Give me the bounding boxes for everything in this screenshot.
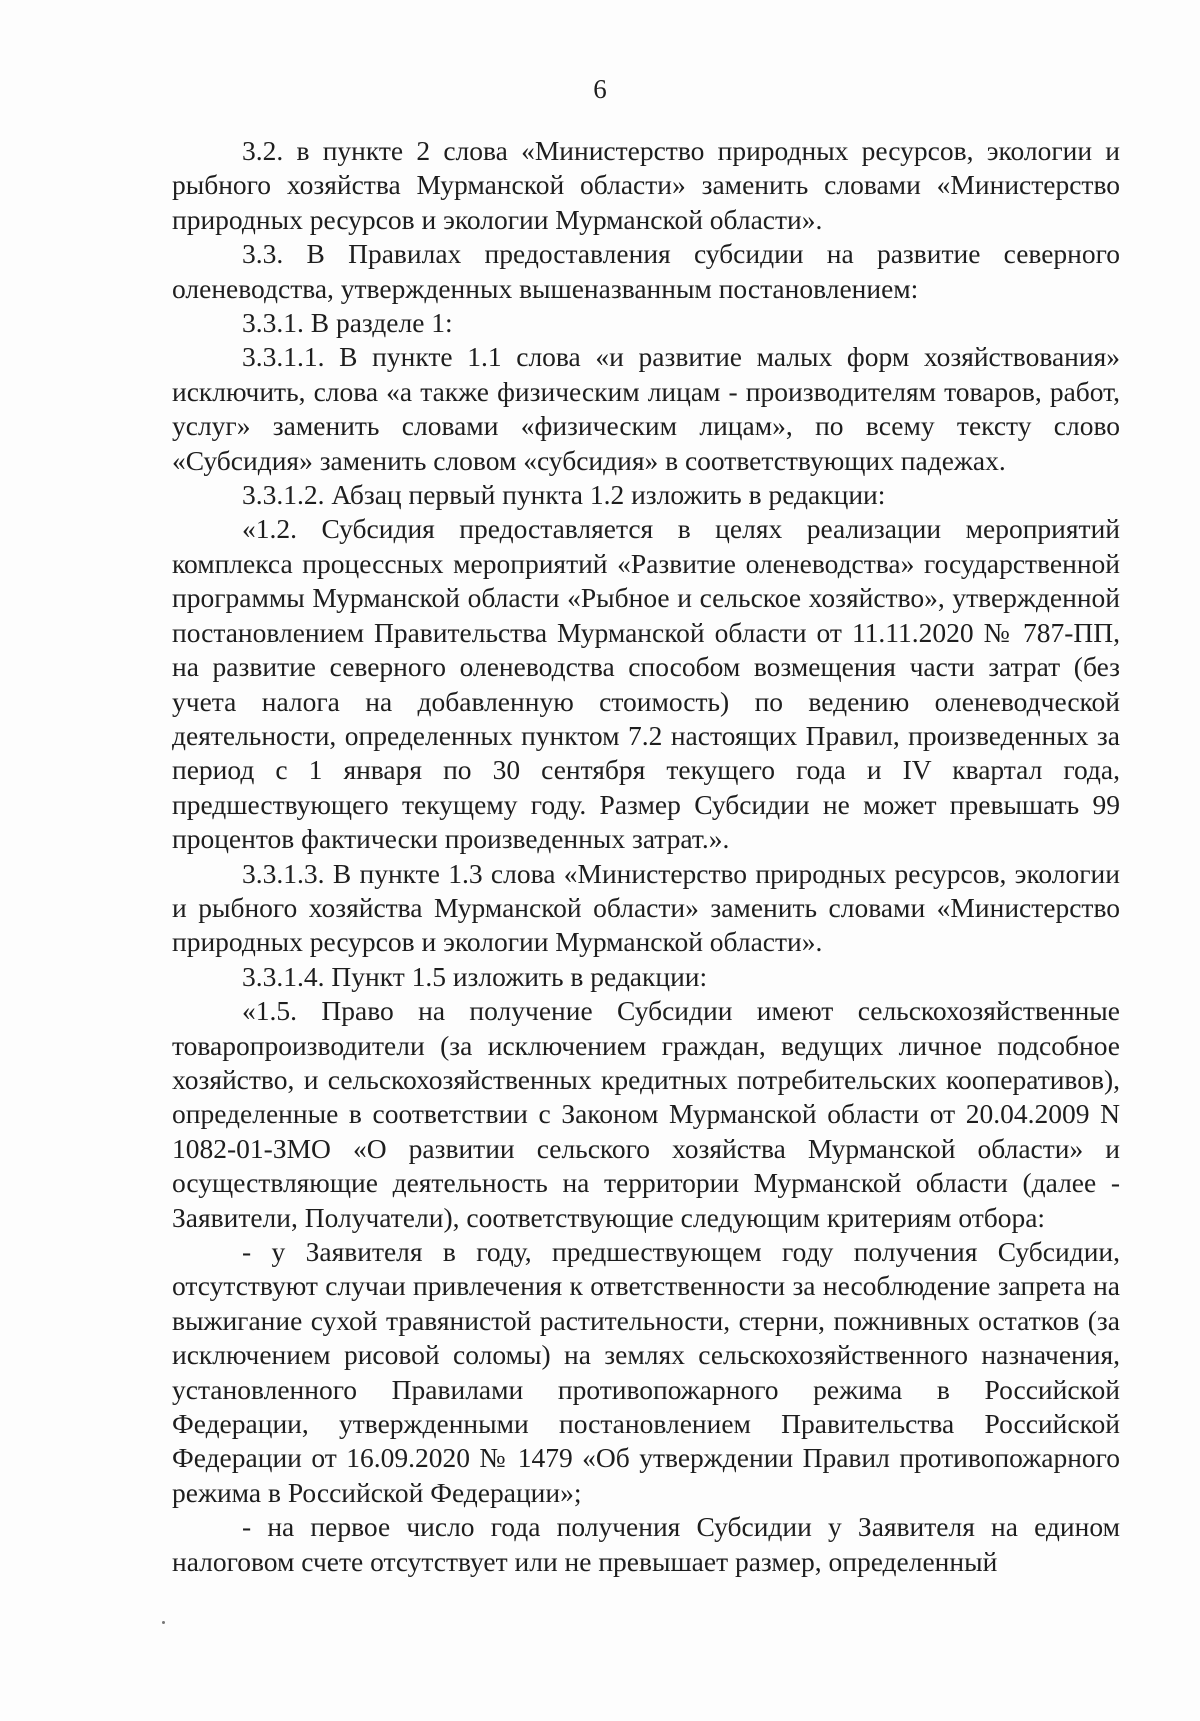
paragraph-3-3-1-3: 3.3.1.3. В пункте 1.3 слова «Министерство природных ресурсов, экологии и рыбного хозяйства Мурманской области» заменить словами «Министерство природных ресурсов и экологии Мурманской области».: [172, 857, 1120, 958]
paragraph-criterion-1: - у Заявителя в году, предшествующем году получения Субсидии, отсутствуют случаи привлечения к ответственности за несоблюдение запрета на выжигание сухой травянистой растительности, стерни, пожнивных остатков (за исключением рисовой соломы) на землях сельскохозяйственного назначения, установленного Правилами противопожарного режима в Российской Федерации, утвержденными постановлением Правительства Российской Федерации от 16.09.2020 № 1479 «Об утверждении Правил противопожарного режима в Российской Федерации»;: [172, 1236, 1120, 1508]
paragraph-quote-1-5: «1.5. Право на получение Субсидии имеют сельскохозяйственные товаропроизводители (за исключением граждан, ведущих личное подсобное хозяйство, и сельскохозяйственных кредитных потребительских кооперативов), определенные в соответствии с Законом Мурманской области от 20.04.2009 N 1082-01-ЗМО «О развитии сельского хозяйства Мурманской области» и осуществляющие деятельность на территории Мурманской области (далее - Заявители, Получатели), соответствующие следующим критериям отбора:: [172, 995, 1120, 1233]
paragraph-3-2: 3.2. в пункте 2 слова «Министерство природных ресурсов, экологии и рыбного хозяйства Мурманской области» заменить словами «Министерство природных ресурсов и экологии Мурманской области».: [172, 135, 1120, 235]
paragraph-criterion-2: - на первое число года получения Субсидии у Заявителя на едином налоговом счете отсутствует или не превышает размер, определенный: [172, 1511, 1120, 1577]
paragraph-3-3-1-2: 3.3.1.2. Абзац первый пункта 1.2 изложить в редакции:: [242, 479, 886, 511]
paragraph-quote-1-2: «1.2. Субсидия предоставляется в целях реализации мероприятий комплекса процессных мероприятий «Развитие оленеводства» государственной программы Мурманской области «Рыбное и сельское хозяйство», утвержденной постановлением Правительства Мурманской области от 11.11.2020 № 787-ПП, на развитие северного оленеводства способом возмещения части затрат (без учета налога на добавленную стоимость) по ведению оленеводческой деятельности, определенных пунктом 7.2 настоящих Правил, произведенных за период с 1 января по 30 сентября текущего года и IV квартал года, предшествующего текущему году. Размер Субсидии не может превышать 99 процентов фактически произведенных затрат.».: [172, 513, 1120, 855]
page-number: 6: [593, 74, 607, 104]
paragraph-3-3: 3.3. В Правилах предоставления субсидии на развитие северного оленеводства, утвержденных вышеназванным постановлением:: [172, 238, 1120, 304]
paragraph-3-3-1-1: 3.3.1.1. В пункте 1.1 слова «и развитие малых форм хозяйствования» исключить, слова «а также физическим лицам - производителям товаров, работ, услуг» заменить словами «физическим лицам», по всему тексту слово «Субсидия» заменить словом «субсидия» в соответствующих падежах.: [172, 341, 1120, 476]
paragraph-3-3-1-4: 3.3.1.4. Пункт 1.5 изложить в редакции:: [242, 960, 708, 992]
scan-speck: [162, 1621, 165, 1624]
paragraph-3-3-1: 3.3.1. В разделе 1:: [242, 307, 453, 339]
document-body: [172, 134, 1120, 1579]
